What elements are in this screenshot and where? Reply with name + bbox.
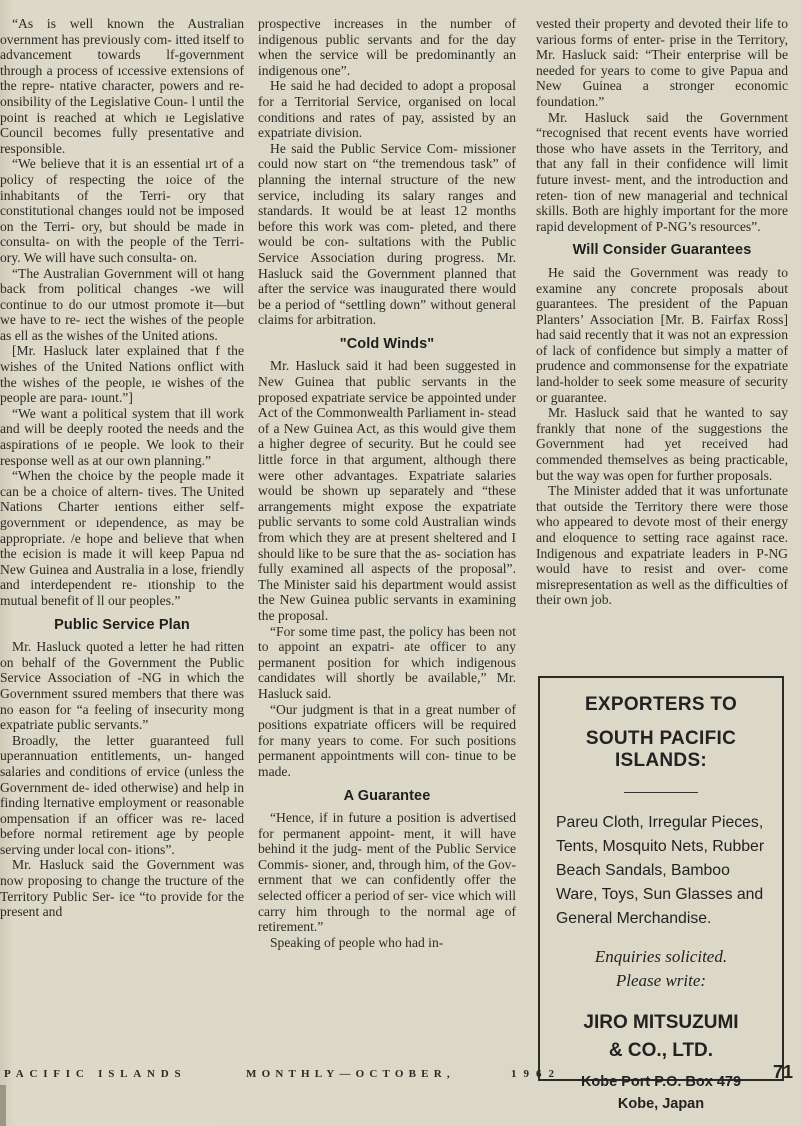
ad-enquiries xyxy=(540,945,782,993)
paragraph: Broadly, the letter guaranteed full uperannuation entitlements, un- hanged salaries and conditions of ervice (unless the Government de- ided otherwise) and help in finding lternative employment or reasonable ompensation if an officer was re- laced before normal retirement age by people serving under local con- itions”. xyxy=(0,732,244,857)
paragraph: He said the Government was ready to examine any concrete proposals about guarantees. The president of the Papuan Planters’ Association [Mr. B. Fairfax Ross] had said recently that it was not an expression of lack of confidence but simply a matter of prudence and commonsense for the expatriate land-holder to seek some measure of security or guarantee. xyxy=(536,264,788,405)
column-3 xyxy=(536,16,788,608)
paragraph: Mr. Hasluck said the Government was now proposing to change the tructure of the Territory Public Ser- ice “to provide for the present and xyxy=(0,857,244,920)
ad-body-text: Pareu Cloth, Irregular Pieces, Tents, Mosquito Nets, Rubber Beach Sandals, Bamboo Ware, Toys, Sun Glasses and General Merchandise. xyxy=(556,814,765,927)
ad-headline-2: SOUTH PACIFIC ISLANDS: xyxy=(585,728,737,771)
paragraph: vested their property and devoted their life to various forms of enter- prise in the Territory, Mr. Hasluck said: “Their enterprise will be needed for years to come to give Papua and New Guinea a stronger economic foundation.” xyxy=(536,16,788,109)
ad-divider xyxy=(624,792,698,793)
paragraph: The Minister added that it was unfortunate that outside the Territory there were those who appeared to devote most of their energy and eloquence to setting race against race. Indigenous and expatriate leaders in P-NG would have to resist and over- come misrepresentation as well as the difficulties of their own job. xyxy=(536,483,788,608)
ad-company-line-2: & CO., LTD. xyxy=(608,1040,714,1061)
paragraph: “The Australian Government will ot hang back from political changes -we will continue to do our utmost promote it—but we have to re- ıect the wishes of the people as ell as the wishes of the United ations. xyxy=(0,265,244,343)
paragraph: Mr. Hasluck said that he wanted to say frankly that none of the suggestions the Government had yet received had commended themselves as being practicable, but the way was open for further proposals. xyxy=(536,405,788,483)
ad-address xyxy=(540,1071,782,1115)
paragraph: He said the Public Service Com- missioner could now start on “the tremendous task” of planning the internal structure of the new service, including its salary ranges and standards. It would be at least 12 months before this work was com- pleted, and there would be con- sultations with the Public Service Association during progress. Mr. Hasluck said the Government planned that after the service was inaugurated there would be a period of “settling down” without general claims for arbitration. xyxy=(258,140,516,328)
ad-address-line-1: Kobe Port P.O. Box 479 xyxy=(580,1074,742,1090)
paragraph: “Hence, if in future a position is advertised for permanent appoint- ment, it will have behind it the judg- ment of the Public Service Commis- sioner, and, through him, of the Gov- ernment that we can confidently offer the selected officer a period of ser- vice which will carry him through to the normal age of retirement.” xyxy=(258,810,516,935)
paragraph: Mr. Hasluck said it had been suggested in New Guinea that public servants in the proposed expatriate service be appointed under Act of the Commonwealth Parliament in- stead of a New Guinea Act, as this would give them a higher degree of security. But he could see little force in that argument, although there were other advantages. Expatriate salaries would be shown up separately and “these arrangements might expose the expatriate public servants to some cold Australian winds from which they are at present sheltered and I should like to be sure that the as- sociation has fully examined all aspects of the proposal”. The Minister said his department would assist the New Guinea public servants in examining the proposal. xyxy=(258,358,516,623)
footer-issue: MONTHLY—OCTOBER, xyxy=(246,1068,455,1080)
page-number: 71 xyxy=(773,1062,794,1082)
paragraph: prospective increases in the number of indigenous public servants and for the day when the service will be predominantly an indigenous one”. xyxy=(258,16,516,78)
paragraph: Mr. Hasluck quoted a letter he had ritten on behalf of the Government the Public Service Association of -NG in which the Government ssured members that there was no eason for “a feeling of insecurity mong expatriate public servants.” xyxy=(0,639,244,733)
paragraph: Mr. Hasluck said the Government “recognised that recent events have worried those who have assets in the Territory, and that any fall in their confidence will limit future invest- ment, and the introduction and reten- tion of new managerial and technical skills. Both are highly important for the more rapid development of P-NG’s resources”. xyxy=(536,109,788,234)
section-heading-will-consider-guarantees: Will Consider Guarantees xyxy=(572,242,752,259)
binding-edge xyxy=(0,1085,6,1126)
paragraph: “When the choice by the people made it can be a choice of altern- tives. The United Nations Charter ıentions either self-government or ıdependence, as may be appropriate. /e hope and believe that when the ecision is made it will keep Papua nd New Guinea and Australia in a lose, friendly and interdependent re- ıtionship to the mutual benefit of ll our peoples.” xyxy=(0,468,244,608)
paragraph: “For some time past, the policy has been not to appoint an expatri- ate officer to any permanent position for which indigenous candidates will shortly be available,” Mr. Hasluck said. xyxy=(258,623,516,701)
column-2 xyxy=(258,16,516,950)
paragraph: He said he had decided to adopt a proposal for a Territorial Service, organised on local conditions and rates of pay, assisted by an expatriate division. xyxy=(258,78,516,141)
paragraph: “We believe that it is an essential ırt of a policy of respecting the ıoice of the inhabitants of the Terri- ory that constitutional changes ıould not be imposed on the Terri- ory, but should be made in consulta- on with the people of the Terri- ory. We will have such consulta- on. xyxy=(0,156,244,265)
ad-enquiries-line-1: Enquiries solicited. xyxy=(594,947,728,966)
paragraph: “We want a political system that ill work and will be deeply rooted the needs and the aspirations of ıe people. We look to their response well as at our own planning.” xyxy=(0,405,244,468)
footer-publication: PACIFIC ISLANDS xyxy=(4,1068,187,1080)
footer-year: 1962 xyxy=(511,1068,561,1080)
ad-enquiries-line-2: Please write: xyxy=(615,971,707,990)
ad-headline-1: EXPORTERS TO xyxy=(584,694,738,715)
column-1 xyxy=(0,16,244,920)
paragraph: “Our judgment is that in a great number of positions expatriate officers will be required for many years to come. For such positions permanent appointments will con- tinue to be made. xyxy=(258,701,516,779)
paragraph: “As is well known the Australian overnment has previously com- itted itself to advancement towards lf-government through a process of ıccessive extensions of the repre- ntative character, powers and re- onsibility of the Legislative Coun- l until the point is reached at which ıe Legislative Council becomes fully presentative and responsible. xyxy=(0,16,244,156)
section-heading-cold-winds: "Cold Winds" xyxy=(339,335,435,352)
ad-company-line-1: JIRO MITSUZUMI xyxy=(583,1012,739,1033)
ad-company-name xyxy=(540,1009,782,1065)
ad-address-line-2: Kobe, Japan xyxy=(617,1096,705,1112)
paragraph: Speaking of people who had in- xyxy=(270,934,444,950)
section-heading-a-guarantee: A Guarantee xyxy=(343,787,431,804)
section-heading-public-service-plan: Public Service Plan xyxy=(54,616,190,633)
paragraph: [Mr. Hasluck later explained that f the wishes of the United Nations onflict with the wishes of the people, ıe wishes of the people are para- ıount.”] xyxy=(0,343,244,406)
